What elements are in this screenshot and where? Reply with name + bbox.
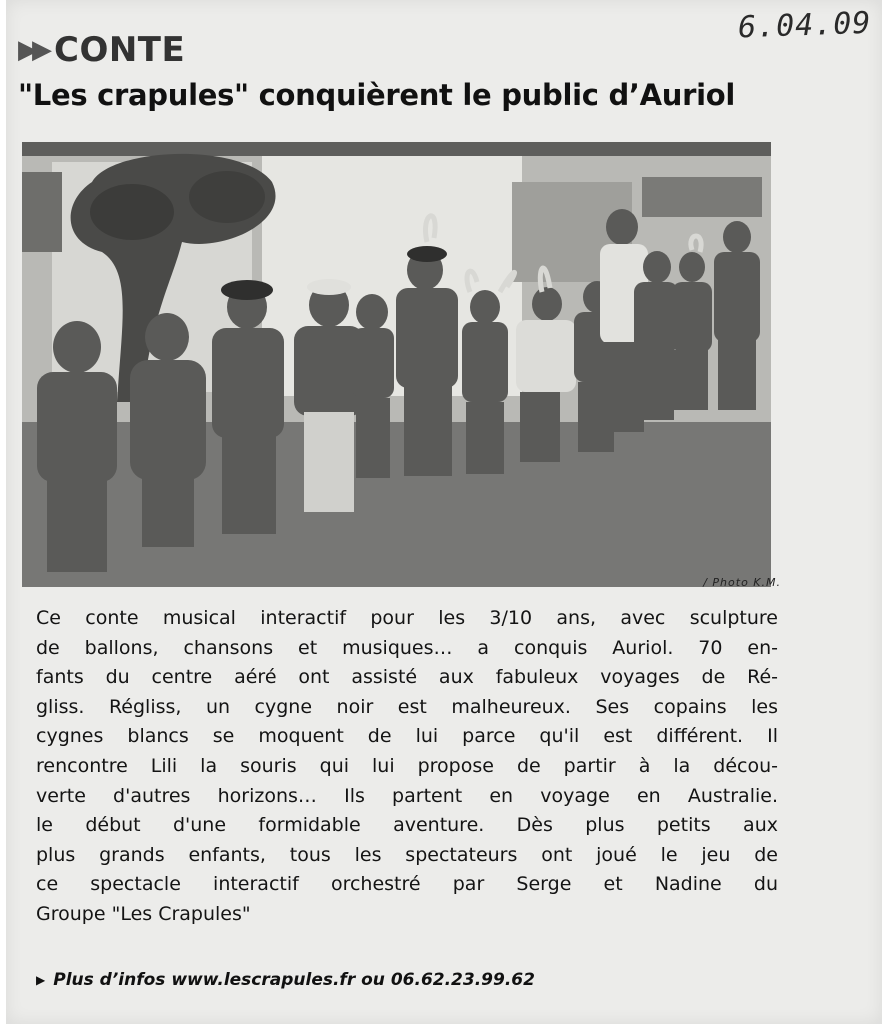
more-info-line bbox=[36, 970, 535, 990]
article-body bbox=[36, 604, 778, 930]
photo-credit: / Photo K.M. bbox=[703, 576, 781, 589]
more-info-text: Plus d’infos www.lescrapules.fr ou 06.62.23.99.62 bbox=[53, 970, 535, 990]
bleed-through-text bbox=[426, 0, 766, 150]
body-line: rencontre Lili la souris qui lui propose de partir à la décou- bbox=[36, 754, 778, 777]
article-headline: "Les crapules" conquièrent le public d’Auriol bbox=[18, 78, 736, 112]
body-line: gliss. Régliss, un cygne noir est malheureux. Ses copains les bbox=[36, 695, 778, 718]
body-line: Groupe "Les Crapules" bbox=[36, 902, 251, 925]
body-line: le début d'une formidable aventure. Dès plus petits aux bbox=[36, 814, 778, 837]
article-photo bbox=[22, 142, 771, 587]
handwritten-date: 6.04.09 bbox=[737, 5, 873, 46]
body-line: ce spectacle interactif orchestré par Serge et Nadine du bbox=[36, 873, 778, 896]
body-line: cygnes blancs se moquent de lui parce qu'il est différent. Il bbox=[36, 725, 778, 748]
rubric-label: CONTE bbox=[54, 30, 186, 70]
body-line: Ce conte musical interactif pour les 3/10 ans, avec sculpture bbox=[36, 607, 778, 629]
body-line: fants du centre aéré ont assisté aux fabuleux voyages de Ré- bbox=[36, 666, 778, 689]
double-chevron-right-icon: ▶▶ bbox=[18, 35, 46, 65]
section-rubric bbox=[18, 28, 185, 72]
body-line: verte d'autres horizons… Ils partent en voyage en Australie. bbox=[36, 784, 778, 807]
triangle-right-icon: ▶ bbox=[36, 973, 46, 987]
newspaper-clipping bbox=[6, 0, 882, 1024]
body-line: plus grands enfants, tous les spectateurs ont joué le jeu de bbox=[36, 843, 778, 866]
body-line: de ballons, chansons et musiques… a conquis Auriol. 70 en- bbox=[36, 636, 778, 659]
